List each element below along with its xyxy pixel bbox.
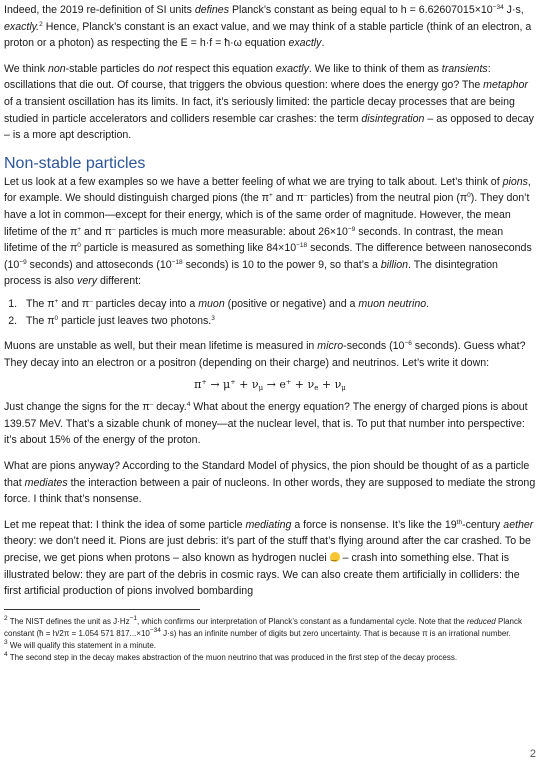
footnote-ref-3[interactable]: 3 <box>211 314 215 322</box>
footnote-2: $^2$ The NIST defines the unit as $J\cdot Hz^{-1}$, which confirms our interpretation of Planck’s constant as a fundamental cycle. Note that the reduced Planck constant (ħ = h/2π = 1.054 571 $817...\times 10^{-34}$ J·s) has an infinite number of digits but zero uncertainty. That is because π is an irrational number. <box>4 614 522 638</box>
list-item: 1. The π+ and π– particles decay into a muon (positive or negative) and a muon neutrino. <box>20 296 536 313</box>
paragraph-planck-exact: Indeed, the 2019 re-definition of SI units defines Planck’s constant as being equal to $h = 6.62607015\times 10^{-34}$ J·s, exactly.$^2$ Hence, Planck’s constant is an exact value, and we may think of a stable particle (think of an electron, a proton or a photon) as respecting the E = h·f = ħ·ω equation exactly. <box>4 4 532 50</box>
decay-list <box>4 296 536 329</box>
section-heading: Non-stable particles <box>4 154 146 172</box>
document-page <box>4 2 536 664</box>
paragraph-standard-model: What are pions anyway? According to the Standard Model of physics, the pion should be thought of as a particle that mediates the interaction between a pair of nucleons. In other words, they are supposed to mediate the strong force. I think that’s nonsense. <box>4 460 536 506</box>
paragraph-muons: Muons are unstable as well, but their mean lifetime is measured in micro-seconds ($10^{-6}$ seconds). Guess what? They decay into an electron or a positron (depending on their charge) and neutrinos. Let’s write it down: <box>4 340 526 369</box>
paragraph-energy: Just change the signs for the π– decay.$^4$ What about the energy equation? The energy of charged pions is about 139.57 MeV. That’s a sizable chunk of money—at the nuclear level, that is. To put that number into perspective: it’s about 15% of the energy of the proton. <box>4 401 528 447</box>
footnote-3: $^3$ We will qualify this statement in a minute. <box>4 639 156 650</box>
page-number: 2 <box>529 748 536 760</box>
footnote-ref-4[interactable]: 4 <box>186 401 191 409</box>
footnote-ref-2[interactable]: 2 <box>39 20 43 28</box>
footnote-4: $^4$ The second step in the decay makes abstraction of the muon neutrino that was produced in the first step of the decay process. <box>4 651 458 663</box>
smiley-face-icon <box>330 552 340 562</box>
paragraph-mediating: Let me repeat that: I think the idea of some particle mediating a force is nonsense. It’s like the 19th-century aether theory: we don’t need it. Pions are just debris: it’s part of the stuff that’s flying around after the car crashed. To be precise, we get pions when protons – also known as hydrogen nuclei ‿ – crash into something else. That is illustrated below: they are part of the debris in cosmic rays. We can also create them artificially in colliders: the first artificial production of pions involved bombarding <box>4 517 536 600</box>
decay-equation: $\pi^+ \to \mu^+ + \nu_\mu \to e^+ + \nu_e + \nu_\mu$ <box>194 378 346 393</box>
paragraph-pions: Let us look at a few examples so we have a better feeling of what we are trying to talk about. Let’s think of pions, for example. We should distinguish charged pions (the π+ and π– particles) from the neutral pion $(\pi^0)$. They don’t have a lot in common—except for their energy, which is of the same order of magnitude. However, the mean lifetime of the π+ and π– particles is much more measurable: about $26\times 10^{-9}$ seconds. In contrast, the mean lifetime of the $\pi^0$ particle is measured as something like $84\times 10^{-18}$ seconds. The difference between nanoseconds ($10^{-9}$ seconds) and attoseconds ($10^{-18}$ seconds) is 10 to the power 9, so that’s a billion. The disintegration process is also very different: <box>4 175 532 288</box>
paragraph-transients: We think non-stable particles do not respect this equation exactly. We like to think of them as transients: oscillations that die out. Of course, that triggers the obvious question: where does the energy go? The metaphor of a transient oscillation has its limits. In fact, it’s seriously limited: the particle decay processes that are being studied in particle accelerators and colliders resemble car crashes: the term disintegration – as opposed to decay – is a more apt description. <box>4 62 534 142</box>
footnote-separator <box>4 609 200 610</box>
list-item: 2. The $\pi^0$ particle just leaves two photons.$^3$ <box>20 313 536 330</box>
